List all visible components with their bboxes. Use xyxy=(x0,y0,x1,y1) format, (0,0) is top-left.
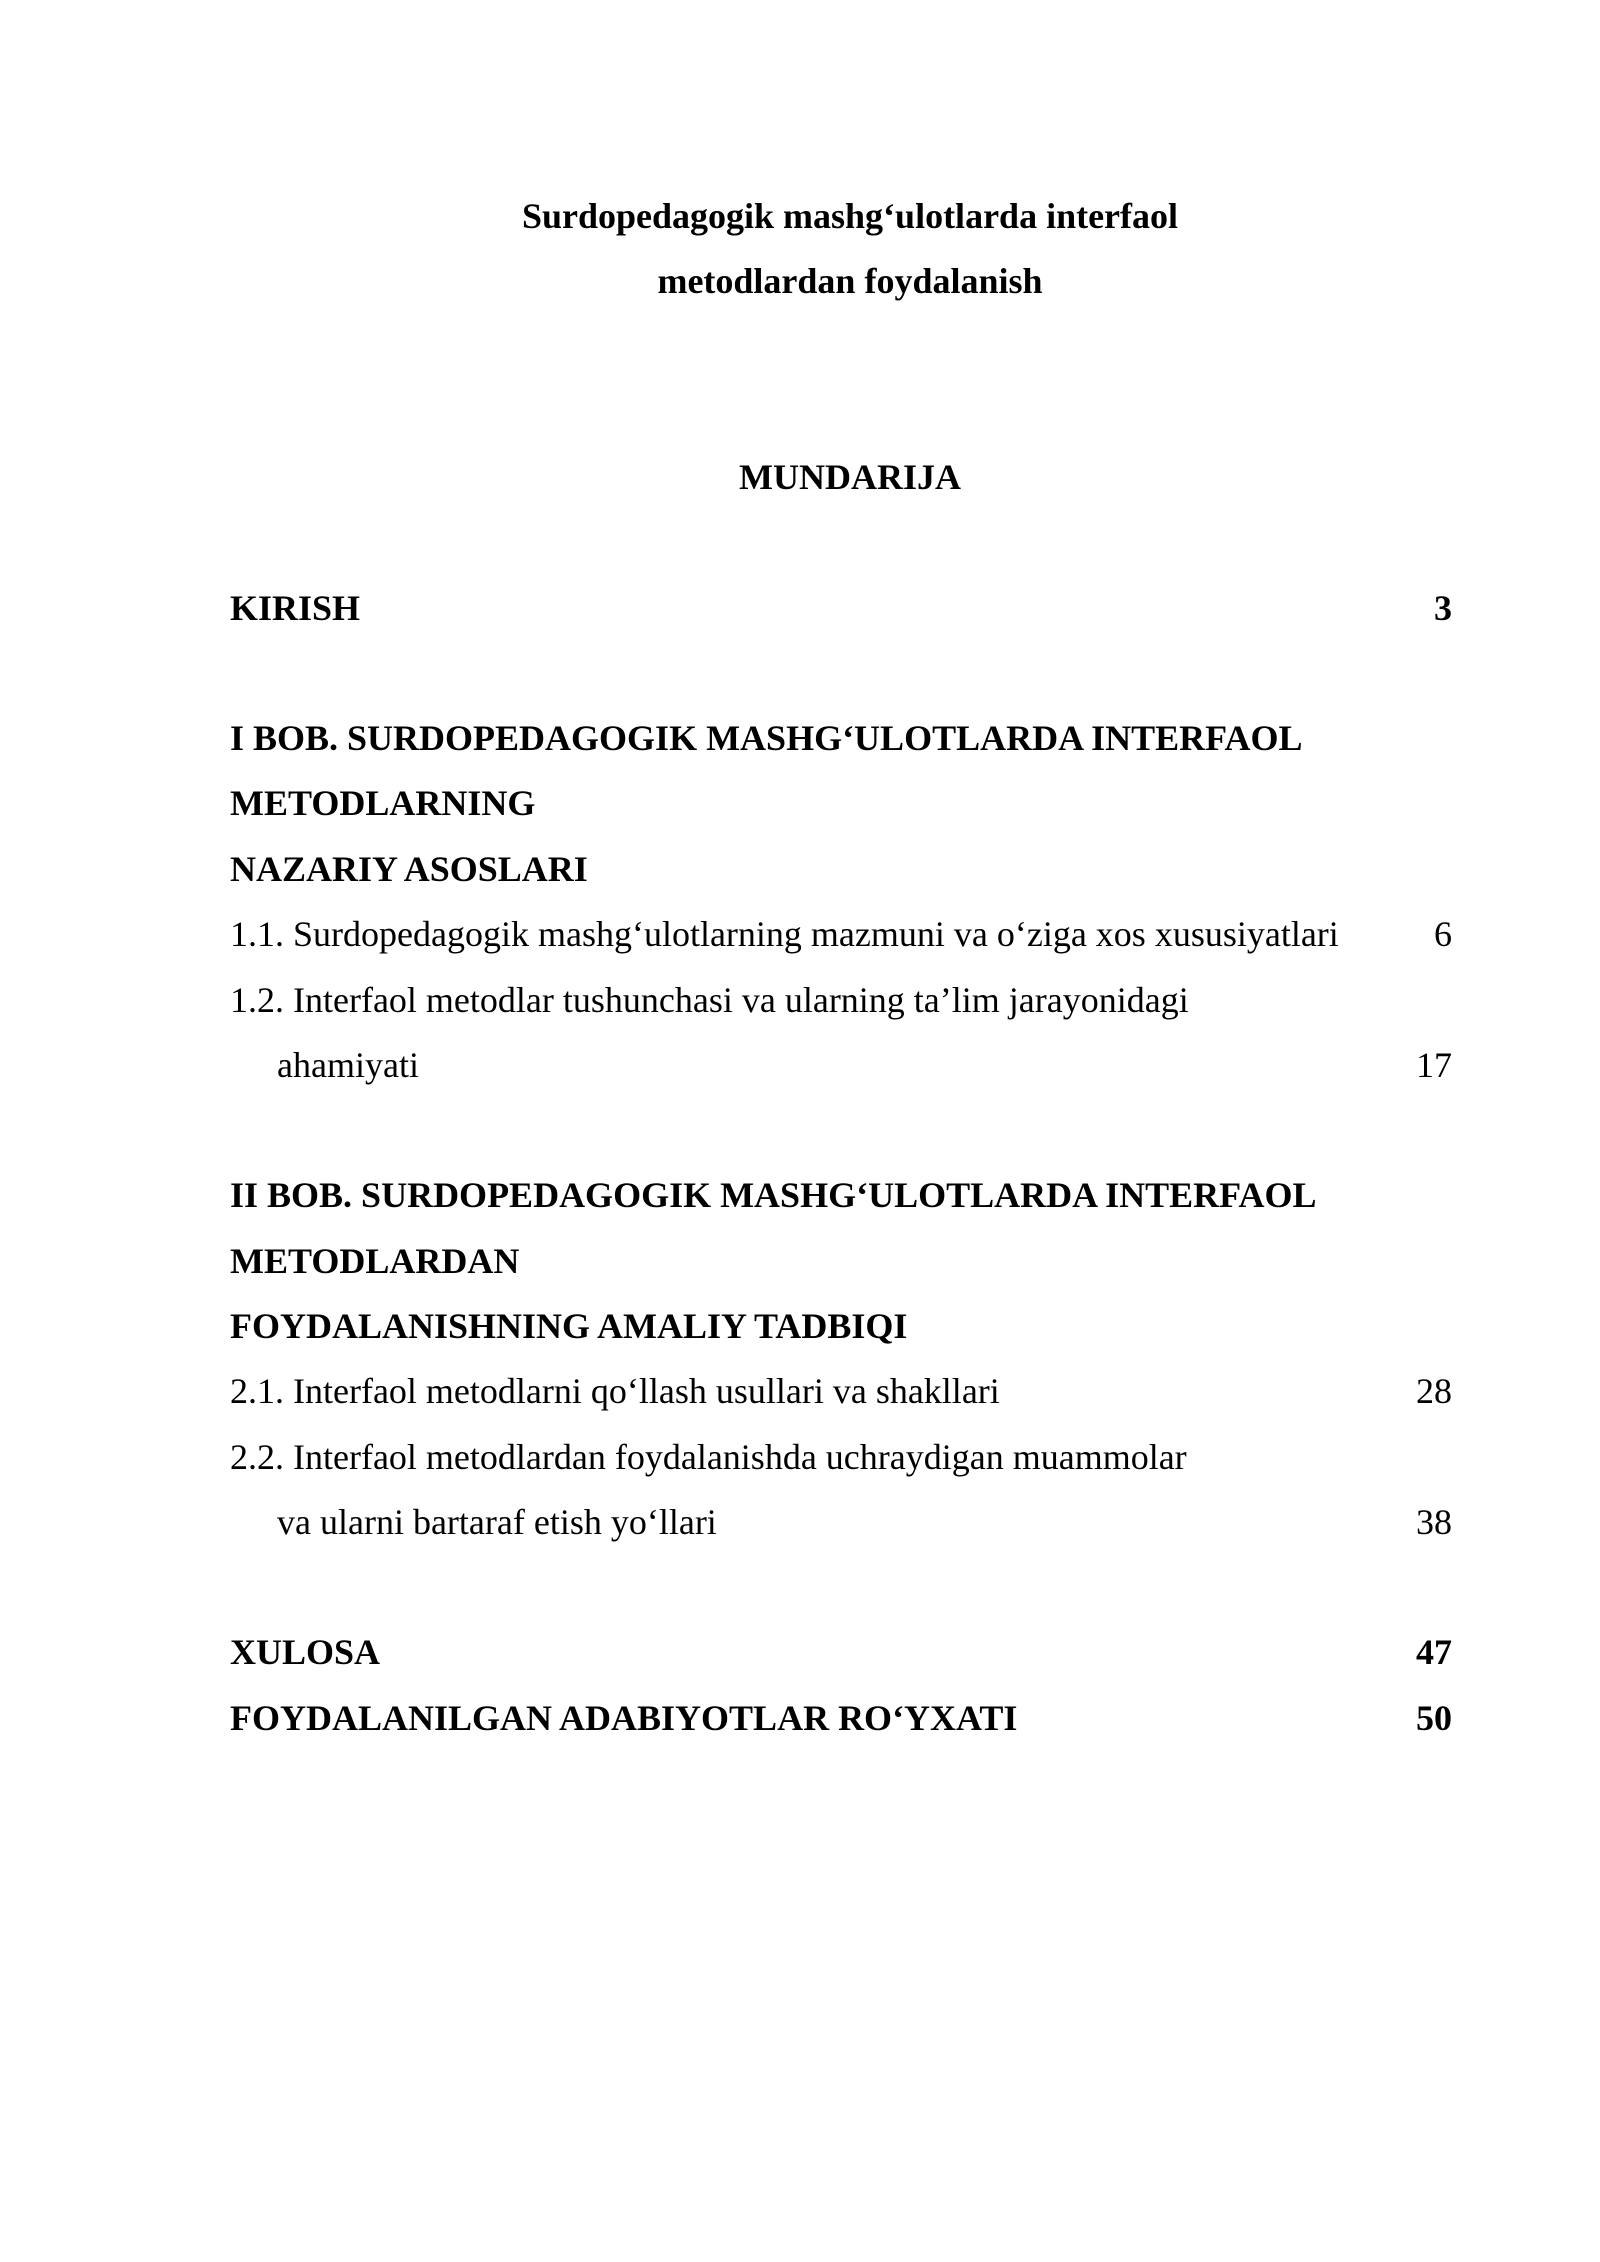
toc-entry-label: 1.2. Interfaol metodlar tushunchasi va ularning ta’lim jarayonidagi xyxy=(230,980,1189,1020)
document-title-line-1: Surdopedagogik mashg‘ulotlarda interfaol xyxy=(521,196,1179,236)
toc-chapter-label: METODLARDAN xyxy=(230,1241,520,1281)
toc-entry-label: KIRISH xyxy=(230,588,361,628)
toc-entry-label: ahamiyati xyxy=(277,1045,419,1085)
toc-page-number: 38 xyxy=(1416,1502,1452,1542)
toc-page-number: 3 xyxy=(1434,588,1452,628)
toc-chapter-label: II BOB. SURDOPEDAGOGIK MASHG‘ULOTLARDA INTERFAOL xyxy=(230,1175,1317,1215)
toc-chapter-label: NAZARIY ASOSLARI xyxy=(230,849,588,889)
toc-chapter-label: FOYDALANISHNING AMALIY TADBIQI xyxy=(230,1306,908,1346)
toc-page-number: 47 xyxy=(1416,1632,1452,1672)
contents-heading: MUNDARIJA xyxy=(739,457,961,497)
toc-page-number: 50 xyxy=(1416,1698,1452,1738)
toc-entry-label: va ularni bartaraf etish yo‘llari xyxy=(277,1502,717,1542)
toc-entry-label: XULOSA xyxy=(230,1632,381,1672)
document-title-line-2: metodlardan foydalanish xyxy=(657,261,1043,301)
toc-chapter-label: I BOB. SURDOPEDAGOGIK MASHG‘ULOTLARDA INTERFAOL xyxy=(230,718,1303,758)
toc-page-number: 6 xyxy=(1434,914,1452,954)
toc-entry-label: 2.1. Interfaol metodlarni qo‘llash usullari va shakllari xyxy=(230,1371,1000,1411)
toc-entry-label: 1.1. Surdopedagogik mashg‘ulotlarning mazmuni va o‘ziga xos xususiyatlari xyxy=(230,914,1339,954)
toc-page-number: 28 xyxy=(1416,1371,1452,1411)
toc-chapter-label: METODLARNING xyxy=(230,783,536,823)
toc-entry-label: 2.2. Interfaol metodlardan foydalanishda uchraydigan muammolar xyxy=(230,1437,1187,1477)
toc-entry-label: FOYDALANILGAN ADABIYOTLAR RO‘YXATI xyxy=(230,1698,1018,1738)
toc-page-number: 17 xyxy=(1416,1045,1452,1085)
